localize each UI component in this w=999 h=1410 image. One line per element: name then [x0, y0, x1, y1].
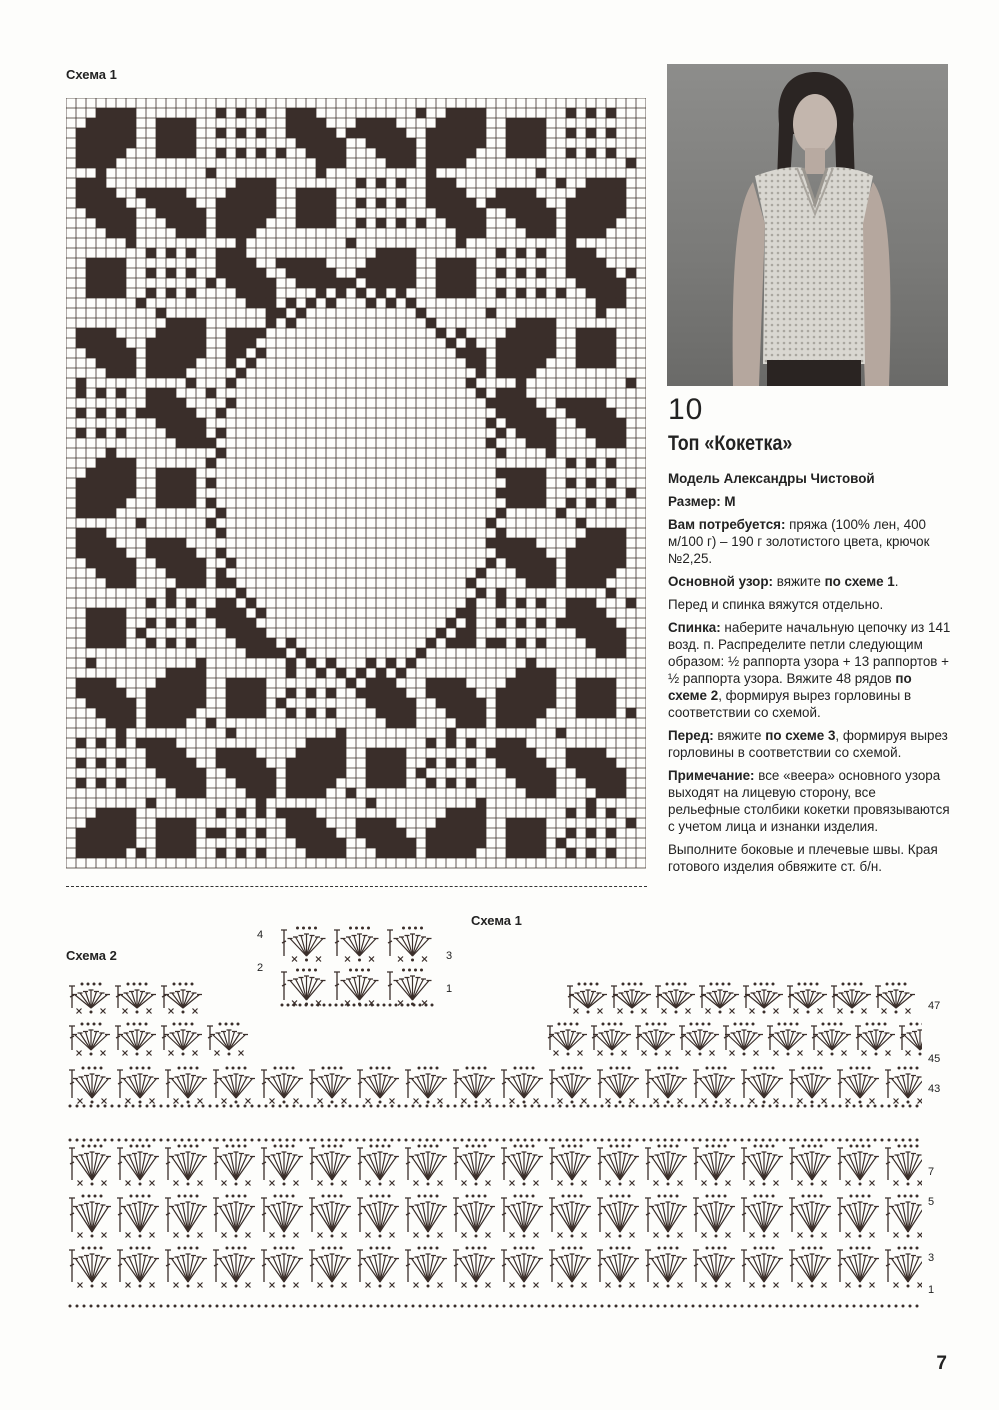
- materials-label: Вам потребуется:: [668, 517, 786, 532]
- author-line: Модель Александры Чистовой: [668, 471, 875, 486]
- scheme2-row-47: 47: [928, 1000, 941, 1012]
- main-pattern-label: Основной узор:: [668, 574, 773, 589]
- scheme2-body-chart: [66, 1136, 922, 1312]
- model-number: 10: [668, 393, 704, 426]
- materials-text: пряжа (100% лен, 400 м/100 г) – 190 г золотистого цвета, крючок №2,25.: [668, 517, 930, 566]
- scheme2-row-45: 45: [928, 1053, 941, 1065]
- size-label: Размер:: [668, 494, 721, 509]
- note-text: все «веера» основного узора выходят на лицевую сторону, все рельефные столбики кокетки провязываются с учетом лица и изнанки изделия.: [668, 768, 950, 834]
- scheme2-row-5: 5: [928, 1196, 935, 1208]
- back-label: Спинка:: [668, 620, 721, 635]
- back-text: наберите начальную цепочку из 141 возд. п. Распределите петли следующим образом: ½ раппорта узора + 13 раппортов + ½ раппорта узора. Вяжите 48 рядов: [668, 620, 951, 686]
- front-back-note: Перед и спинка вяжутся отдельно.: [668, 597, 884, 612]
- article-title: Топ «Кокетка»: [668, 432, 793, 455]
- scheme2-row-43: 43: [928, 1083, 941, 1095]
- scheme2-row-3: 3: [928, 1252, 935, 1264]
- back-text2: , формируя вырез горловины в соответствии со схемой.: [668, 688, 912, 720]
- note-label: Примечание:: [668, 768, 755, 783]
- fillet-grid-chart: [66, 98, 646, 874]
- scheme2-yoke-chart: [66, 978, 922, 1110]
- front-label: Перед:: [668, 728, 714, 743]
- front-ref: по схеме 3: [765, 728, 836, 743]
- scheme1-row-2: 2: [257, 962, 264, 974]
- model-photo: [667, 64, 948, 386]
- section-divider: [66, 886, 647, 887]
- front-text: вяжите: [717, 728, 762, 743]
- page-number: 7: [936, 1353, 947, 1374]
- size-value: М: [724, 494, 736, 509]
- scheme1-row-4: 4: [257, 929, 264, 941]
- model-photo-image: [667, 64, 948, 386]
- main-pattern-text: вяжите: [776, 574, 821, 589]
- scheme1-label: Схема 1: [66, 67, 117, 82]
- scheme1-small-label: Схема 1: [471, 913, 522, 928]
- scheme2-label: Схема 2: [66, 948, 117, 963]
- scheme1-row-3: 3: [446, 950, 453, 962]
- front-text2: , формируя вырез горловины в соответствии со схемой.: [668, 728, 948, 760]
- finishing-text: Выполните боковые и плечевые швы. Края готового изделия обвяжите ст. б/н.: [668, 842, 938, 874]
- main-pattern-ref: по схеме 1: [824, 574, 895, 589]
- description: Модель Александры Чистовой Размер: М Вам потребуется: пряжа (100% лен, 400 м/100 г) – 190 г золотистого цвета, крючок №2,25. Основной узор: вяжите по схеме 1. Перед и спинка вяжутся отдельно. Спинка: наберите начальную цепочку из 141 возд. п. Распределите петли следующим образом: ½ раппорта узора + 13 раппортов + ½ раппорта узора. Вяжите 48 рядов по схеме 2, формируя вырез горловины в соответствии со схемой. Перед: вяжите по схеме 3, формируя вырез горловины в соответствии со схемой. Примечание: все «веера» основного узора выходят на лицевую сторону, все рельефные столбики кокетки провязываются с учетом лица и изнанки изделия. Выполните боковые и плечевые швы. Края готового изделия обвяжите ст. б/н.: [668, 471, 951, 874]
- scheme2-row-1: 1: [928, 1284, 935, 1296]
- back-ref: по схеме 2: [668, 671, 912, 703]
- scheme1-row-1: 1: [446, 983, 453, 995]
- scheme2-row-7: 7: [928, 1166, 935, 1178]
